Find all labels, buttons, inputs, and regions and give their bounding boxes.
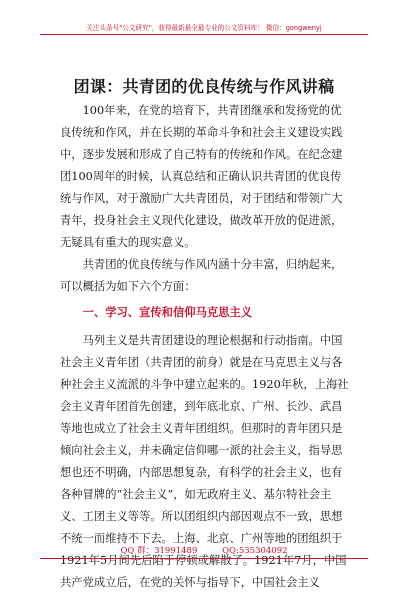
header-divider	[40, 34, 368, 35]
header-promo-text: 关注头条号"公文研究"，获得最新最全最专业的公文资料库！ 微信：gongwenyj	[86, 24, 322, 32]
intro-paragraph: 100年来，在党的培育下，共青团继承和发扬党的优良传统和作风，并在长期的革命斗争和社会主义建设实践中，逐步发展和形成了自己特有的传统和作风。在纪念建团100周年的时候，认真总结和正确认识共青团的优良传统与作风，对于激励广大共青团员，对于团结和带领广大青年，投身社会主义现代化建设，做改革开放的促进派，无疑具有重大的现实意义。	[60, 104, 343, 249]
footer-qq: QQ:535304092	[222, 546, 288, 556]
footer-contact	[0, 544, 408, 556]
section-body-paragraph: 马列主义是共青团建设的理论根据和行动指南。中国社会主义青年团（共青团的前身）就是在马克思主义与各种社会主义流派的斗争中建立起来的。1920年秋，上海社会主义青年团首先创建，到年底北京、广州、长沙、武昌等地也成立了社会主义青年团组织。但那时的青年团只是倾向社会主义，并未确定信仰哪一派的社会主义，指导思想也还不明确，内部思想复杂，有科学的社会主义，也有各种冒牌的“社会主义”，如无政府主义、基尔特社会主义、工团主义等等。所以团组织内部因观点不一致，思想不统一而维持不下去。上海、北京、广州等地的团组织于1921年5月间先后陷于停顿或解散了。1921年7月，中国共产党成立后，在党的关怀与指导下，中国社会主义	[60, 334, 349, 589]
summary-paragraph: 共青团的优良传统与作风内涵十分丰富，归纳起来，可以概括为如下六个方面：	[60, 258, 343, 293]
document-title: 团课：共青团的优良传统与作风讲稿	[73, 77, 335, 96]
section-heading: 一、学习、宣传和信仰马克思主义	[82, 306, 253, 319]
footer-qq-group: QQ 群：31991489	[120, 546, 198, 556]
footer-divider	[40, 558, 368, 559]
